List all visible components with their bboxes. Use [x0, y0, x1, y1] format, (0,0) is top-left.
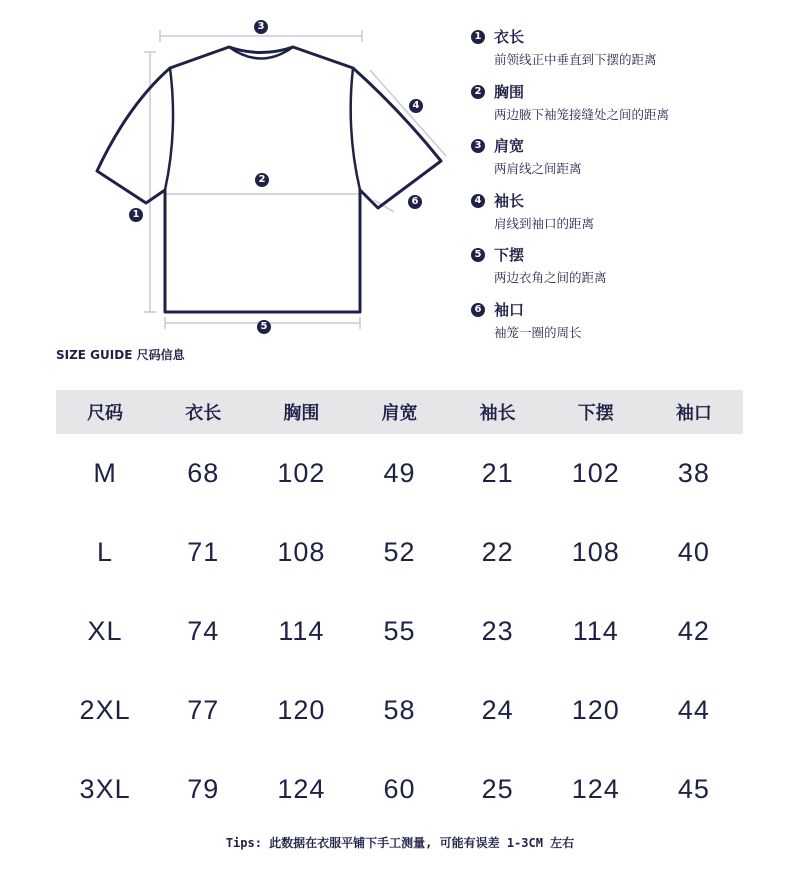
header-length: 衣长 [185, 403, 222, 424]
cell-length: 77 [187, 695, 220, 725]
cell-cuff: 44 [677, 695, 710, 725]
cell-cuff: 45 [677, 774, 710, 804]
measurement-legend [470, 26, 790, 353]
header-shoulder: 肩宽 [381, 403, 418, 424]
tshirt-outline [97, 47, 441, 312]
legend-title: 胸围 [494, 82, 525, 101]
number-4-icon: 4 [471, 194, 485, 208]
number-1-icon: 1 [471, 30, 485, 44]
legend-item-length [470, 26, 790, 81]
header-hem: 下摆 [577, 403, 614, 424]
legend-item-shoulder [470, 135, 790, 190]
number-2-icon: 2 [471, 85, 485, 99]
cell-length: 74 [187, 616, 220, 646]
cell-cuff: 42 [677, 616, 710, 646]
table-header-row [56, 390, 743, 434]
cell-cuff: 40 [677, 537, 710, 567]
cell-chest: 124 [277, 774, 326, 804]
measure-guides [144, 30, 446, 329]
cell-chest: 114 [278, 616, 325, 646]
header-chest: 胸围 [283, 403, 320, 424]
cell-length: 79 [187, 774, 220, 804]
cell-sleeve: 25 [481, 774, 514, 804]
cell-hem: 108 [571, 537, 620, 567]
size-table [56, 390, 743, 829]
cell-cuff: 38 [677, 458, 710, 488]
cell-chest: 120 [277, 695, 326, 725]
number-3-icon: 3 [471, 139, 485, 153]
cell-size: XL [87, 616, 123, 646]
legend-title: 下摆 [494, 246, 525, 264]
marker-icon-6: 6 [408, 195, 422, 209]
cell-sleeve: 21 [481, 458, 514, 488]
cell-size: M [93, 458, 117, 488]
legend-desc: 袖笼一圈的周长 [494, 324, 582, 340]
cell-size: 2XL [79, 695, 131, 725]
legend-desc: 两肩线之间距离 [494, 161, 582, 176]
cell-sleeve: 23 [481, 616, 514, 646]
cell-chest: 102 [277, 458, 326, 488]
cell-hem: 120 [571, 695, 620, 725]
legend-desc: 肩线到袖口的距离 [494, 215, 595, 231]
cell-length: 68 [187, 458, 220, 488]
cell-hem: 114 [572, 616, 619, 646]
size-guide-title: SIZE GUIDE 尺码信息 [56, 348, 185, 362]
table-row [56, 513, 743, 592]
marker-icon-2: 2 [255, 173, 269, 187]
number-6-icon: 6 [471, 303, 485, 317]
table-row [56, 750, 743, 829]
cell-shoulder: 52 [383, 537, 416, 567]
header-sleeve: 袖长 [479, 403, 516, 424]
cell-sleeve: 24 [481, 695, 514, 725]
marker-icon-4: 4 [409, 99, 423, 113]
tshirt-diagram [0, 0, 460, 345]
cell-shoulder: 49 [383, 458, 416, 488]
legend-title: 肩宽 [494, 137, 525, 155]
legend-title: 袖长 [494, 191, 525, 210]
header-size: 尺码 [87, 403, 124, 424]
cell-shoulder: 60 [383, 774, 416, 804]
cell-hem: 102 [571, 458, 620, 488]
cell-chest: 108 [277, 537, 326, 567]
legend-desc: 前领线正中垂直到下摆的距离 [494, 52, 657, 67]
legend-title: 袖口 [494, 300, 525, 319]
tips-note: Tips: 此数据在衣服平铺下手工测量, 可能有误差 1-3CM 左右 [225, 836, 575, 850]
legend-item-hem [470, 244, 790, 299]
legend-desc: 两边腋下袖笼接缝处之间的距离 [494, 106, 670, 122]
cell-shoulder: 58 [383, 695, 416, 725]
cell-hem: 124 [571, 774, 620, 804]
legend-title: 衣长 [494, 28, 525, 46]
cell-sleeve: 22 [481, 537, 514, 567]
header-cuff: 袖口 [675, 403, 712, 424]
legend-item-chest [470, 81, 790, 136]
legend-desc: 两边衣角之间的距离 [494, 270, 607, 285]
legend-item-sleeve [470, 190, 790, 245]
cell-size: 3XL [79, 774, 131, 804]
cell-size: L [97, 537, 114, 567]
marker-icon-1: 1 [129, 208, 143, 222]
table-row [56, 592, 743, 671]
table-row [56, 671, 743, 750]
cell-length: 71 [187, 537, 220, 567]
number-5-icon: 5 [471, 248, 485, 262]
table-row [56, 434, 743, 513]
legend-item-cuff [470, 299, 790, 354]
cell-shoulder: 55 [383, 616, 416, 646]
marker-icon-3: 3 [254, 20, 268, 34]
marker-icon-5: 5 [257, 320, 271, 334]
